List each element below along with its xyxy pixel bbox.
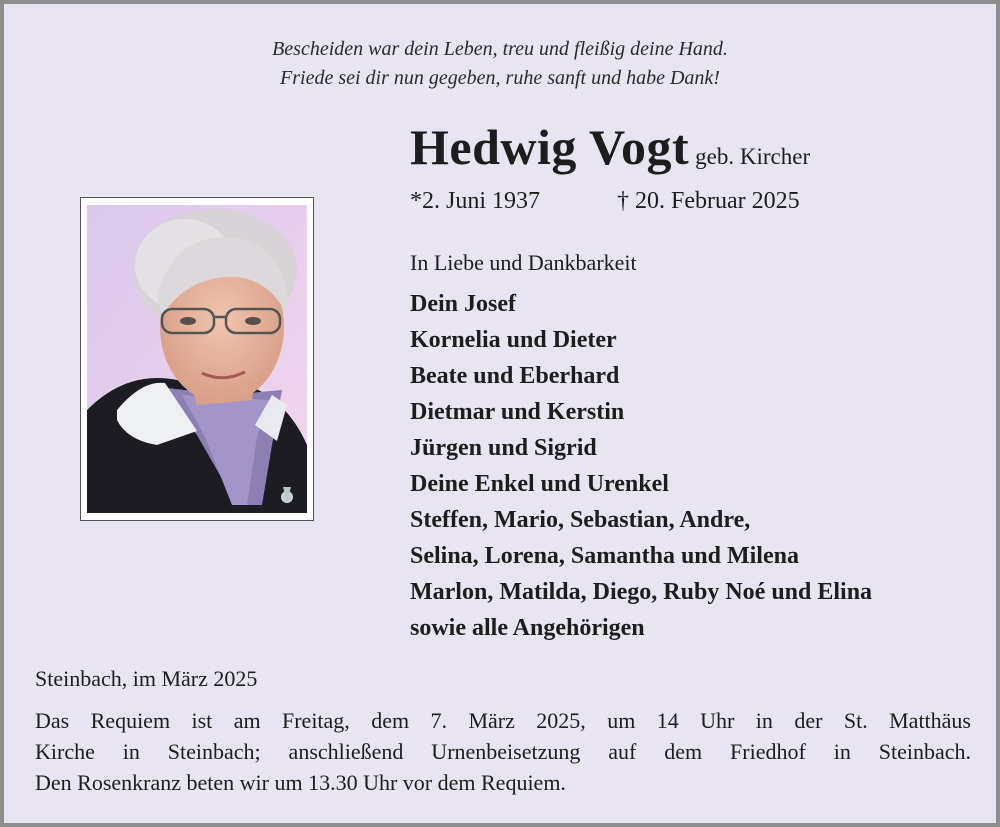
mourner-entry: Kornelia und Dieter bbox=[410, 327, 617, 353]
deceased-name-line bbox=[410, 118, 810, 176]
mourner-entry: sowie alle Angehörigen bbox=[410, 615, 645, 641]
deceased-name: Hedwig Vogt bbox=[410, 119, 690, 175]
mourner-entry: Selina, Lorena, Samantha und Milena bbox=[410, 543, 799, 569]
born-name: geb. Kircher bbox=[695, 144, 811, 169]
portrait-illustration bbox=[87, 205, 307, 513]
mourner-entry: Deine Enkel und Urenkel bbox=[410, 471, 669, 497]
mourners-list bbox=[410, 286, 872, 646]
notice-line-2: Kirche in Steinbach; anschließend Urnenbeisetzung auf dem Friedhof in Steinbach. bbox=[35, 739, 971, 764]
mourner-entry: Steffen, Mario, Sebastian, Andre, bbox=[410, 507, 751, 533]
portrait-photo bbox=[87, 205, 307, 513]
service-notice bbox=[35, 705, 971, 798]
life-dates bbox=[410, 188, 800, 215]
mourner-entry: Dietmar und Kerstin bbox=[410, 399, 625, 425]
mourner-entry: Beate und Eberhard bbox=[410, 363, 620, 389]
notice-line-1: Das Requiem ist am Freitag, dem 7. März 2025, um 14 Uhr in der St. Matthäus bbox=[35, 708, 971, 733]
mourner-entry: Marlon, Matilda, Diego, Ruby Noé und Elina bbox=[410, 579, 873, 605]
motto-line-2: Friede sei dir nun gegeben, ruhe sanft und habe Dank! bbox=[280, 67, 720, 89]
death-date: † 20. Februar 2025 bbox=[617, 188, 800, 214]
motto bbox=[0, 35, 1000, 93]
intro-line: In Liebe und Dankbarkeit bbox=[410, 250, 637, 275]
birth-date: *2. Juni 1937 bbox=[410, 188, 541, 214]
place-date: Steinbach, im März 2025 bbox=[35, 666, 258, 691]
mourner-entry: Jürgen und Sigrid bbox=[410, 435, 597, 461]
portrait-frame bbox=[80, 197, 314, 521]
notice-line-3: Den Rosenkranz beten wir um 13.30 Uhr vor dem Requiem. bbox=[35, 770, 566, 795]
obituary-card bbox=[4, 4, 996, 823]
motto-line-1: Bescheiden war dein Leben, treu und fleißig deine Hand. bbox=[272, 38, 728, 60]
mourner-entry: Dein Josef bbox=[410, 291, 516, 317]
